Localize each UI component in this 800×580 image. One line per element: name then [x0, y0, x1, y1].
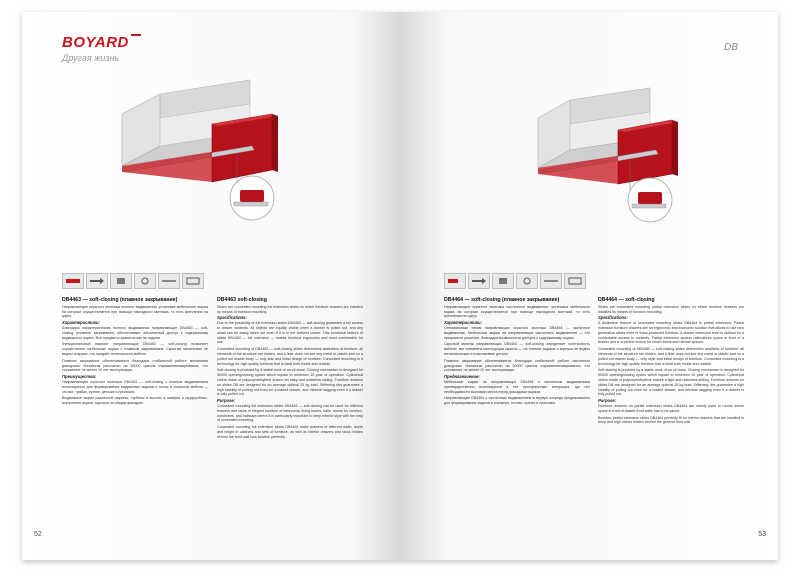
brochure-spread — [22, 12, 778, 560]
section-heading: Характеристики: — [444, 320, 482, 326]
paragraph: Плавное закрывание обеспечивается благодаря стабильной работе механизма доводчика. Механизм рассчитан на 50000 циклов открывания/закрывания, что составляет не менее 10 лет эксплуатации. — [62, 358, 208, 373]
section-heading: Specifications: — [598, 315, 628, 321]
rail-icon — [158, 273, 180, 289]
product-title: DB4463 soft-closing — [217, 297, 267, 303]
section-heading: Specifications: — [217, 315, 247, 321]
drawer-illustration-partial-extension — [510, 78, 740, 228]
section-heading: Purpose: — [217, 398, 236, 404]
soft-close-icon — [86, 273, 108, 289]
left-col-english — [217, 298, 363, 442]
feature-icons — [444, 273, 586, 289]
drawer-front-edge — [672, 120, 678, 176]
paragraph: Направляющие скрытого монтажа DB4463 — soft-closing с полным выдвижением используются для формирования выдвижных ящиков и полок в спальной мебели — столах, тумбах, кухнях, детских и прихожих. — [62, 379, 208, 394]
mechanism-rail — [234, 202, 268, 206]
brand-logo: BOYARD — [62, 34, 141, 51]
right-col-english — [598, 298, 744, 427]
paragraph: Выдвижные ящики различной ширины, глубины и высоты в шкафах и гардеробных, внутренние ящики, скрытые за общим фасадом. — [62, 396, 208, 406]
page-number: 53 — [758, 531, 766, 538]
paragraph: Скрытый монтаж направляющих DB4464 — soft-closing определяет эстетичность мебели: все элементы конструкции скрыты — на стенках ящиков и корпуса не видны металлические и пластиковые детали. — [444, 342, 590, 356]
left-page — [22, 12, 400, 560]
right-col-russian — [444, 298, 590, 408]
cycles-icon — [134, 273, 156, 289]
mechanism-detail — [240, 190, 264, 202]
series-label: DB — [724, 42, 738, 53]
intro-text: Slides are concealed mounting full extension slides on which furniture drawers are installed by means of trunnion mounting. — [217, 304, 363, 314]
left-col-russian — [62, 298, 208, 408]
section-heading: Преимущества: — [62, 374, 97, 380]
brand-header — [62, 34, 141, 63]
paragraph: Concealed mounting full extension slides DB4463 make drawers of different width, depth and height in cabinets and sets of furniture, as well as interior drawers and racks hidden behind the front wall look function perfectly. — [217, 425, 363, 439]
intro-text: Направляющие скрытого монтажа полного выдвижения, установка мебельного ящика на которые осуществляется при помощи накладного монтажа, то есть крепления на царгу. — [62, 304, 208, 319]
section-heading: Характеристики: — [62, 320, 100, 326]
intro-text: Направляющие скрытого монтажа частичного выдвижения, установка мебельного ящика на которые осуществляется при помощи накладного монтажа, то есть крепления на царгу. — [444, 304, 590, 319]
paragraph: Soft-closing is provided by a stable work of an oil close. Closing mechanism is designed for 50000 opening/closing cycles which equals to minimum 10 year of operation. Cylindrical rollers made of polyoxymethylene ensure an easy and noiseless sliding. Furniture drawers on slides DB are designed for an average optimal 25 kg load. Stiffening ribs guarantee a high stability of pulling out even for a loaded drawer, and minimal sagging even if a drawer is fully pulled out. — [217, 368, 363, 397]
mounting-icon — [182, 273, 204, 289]
paragraph: Направляющие DB4464 с частичным выдвижением в первую очередь предназначены для формирования ящиков в спальнях, столах, кухнях и прихожих. — [444, 396, 590, 406]
drawer-front-edge — [272, 114, 278, 172]
paragraph: A distinctive feature of concealed mounting slides DB4464 is partial extension. Partial extension furniture drawers are an ergonomic and economic solution that allows to use new generation slides even in mass-produced furniture. A drawer extension level is optimal for a comfortable access to contents. Partial extension system rationalizes space in front of a drawer and is a perfect choice for small rooms and narrow spaces. — [598, 321, 744, 345]
product-title: DB4464 — soft-closing — [598, 297, 655, 303]
paragraph: Мебельные ящики на направляющих DB4464 с частичным выдвижением преимущественно используются в тех пространствах интерьера, где нет необходимости экономии места перед фасадами ящиков. — [444, 379, 590, 394]
paragraph: Благодаря характеристикам полного выдвижения направляющие DB4463 — soft-closing (плавное закрывание) обеспечивают абсолютный доступ к содержимому выдвижного ящика. Все предметы хранятся как на ладони. — [62, 325, 208, 340]
crown-icon — [131, 34, 141, 42]
mechanism-rail — [632, 204, 666, 208]
product-title: DB4463 — soft-closing (плавное закрывание) — [62, 297, 178, 303]
section-heading: Purpose: — [598, 398, 617, 404]
cycles-icon — [516, 273, 538, 289]
mechanism-detail — [638, 192, 662, 204]
soft-close-icon — [468, 273, 490, 289]
feature-icons — [62, 273, 204, 289]
paragraph: Furniture drawers on partial extension slides DB4464 are mainly used in rooms where space in front of drawer front walls has to be saved. — [598, 403, 744, 413]
drawer-illustration-full-extension — [82, 74, 312, 224]
page-number: 52 — [34, 531, 42, 538]
paragraph: Due to the possibility of full extension slides DB4463 — soft-closing guarantee a full access to drawer contents. All objects are equally visible when a drawer is pulled out, and any detail can be easily taken out even if it is in the farthest corner. This functional feature of slides DB4463 — full extension — makes furniture ergonomic and most comfortable for use. — [217, 321, 363, 345]
paragraph: Soft-closing is provided by a stable work of an oil close. Closing mechanism is designed for 50000 opening/closing cycles which equals to minimum 10 year of operation. Cylindrical rollers made of polyoxymethylene ensure a light and noiseless sliding. Furniture drawers on slides DB are designed for an average optimal 25 kg load. Stiffening ribs guarantee a high stability of pulling out even for a loaded drawer, and minimal sagging even if a drawer is fully pulled out. — [598, 368, 744, 397]
rail-icon — [540, 273, 562, 289]
paragraph: Оптимальным типом направляющих скрытого монтажа DB4464 — частичное выдвижение. Мебельные ящики на направляющих частичного выдвижения — это прекрасное решение, благодаря возможности доступа к содержимому ящика. — [444, 325, 590, 340]
mounting-icon — [564, 273, 586, 289]
partial-extension-icon — [444, 273, 466, 289]
paragraph: Concealed mounting of DB4464 — soft-closing slides determines aesthetic of furniture: all elements of the structure are hidden, and a liner does not see any metal or plastic part on a pulled out drawer body — only style and initial design of furniture. Concealed mounting is a technology for high quality furniture that is ideal both inside and outside. — [598, 347, 744, 366]
paragraph: Concealed mounting full extension slides DB4463 — soft-closing can be used for different drawers and racks in elegant furniture of bedrooms, living rooms, halls, rooms for children, wardrobes, and hallways where it is particularly important to keep interior style with the help of concealed mounting. — [217, 403, 363, 423]
load-capacity-icon — [492, 273, 514, 289]
section-heading: Предназначение: — [444, 374, 480, 380]
product-title: DB4464 — soft-closing (плавное закрывание) — [444, 297, 560, 303]
paragraph: Плавное закрывание обеспечивается благодаря стабильной работе масляного доводчика. Механизм рассчитан на 50000 циклов открывания/закрывания, что составляет не менее 10 лет эксплуатации. — [444, 358, 590, 373]
paragraph: Besides, partial extension slides DB4464 perfectly fit for interior drawers that are installed in deep and high niches hidden behind the general front wall. — [598, 415, 744, 425]
paragraph: Функциональный вариант направляющих DB4463 — soft-closing позволяет осуществлять мебельные ящики с плавным закрыванием. Скрытые механизмы не видны снаружи, что придаёт эстетичность мебели. — [62, 342, 208, 356]
load-capacity-icon — [110, 273, 132, 289]
brand-tagline: Другая жизнь — [62, 53, 120, 63]
paragraph: Concealed mounting of DB4463 — soft-closing slides determines aesthetics of furniture: all elements of the structure are hidden, and a liner does not see any metal or plastic part on a pulled out drawer body — only side and initial design of furniture. Concealed mounting is a technology for high quality furniture that is ideal both inside and outside. — [217, 347, 363, 366]
intro-text: Slides are concealed mounting partial extension slides on which furniture drawers are installed by means of trunnion mounting. — [598, 304, 744, 314]
full-extension-icon — [62, 273, 84, 289]
right-page — [400, 12, 778, 560]
